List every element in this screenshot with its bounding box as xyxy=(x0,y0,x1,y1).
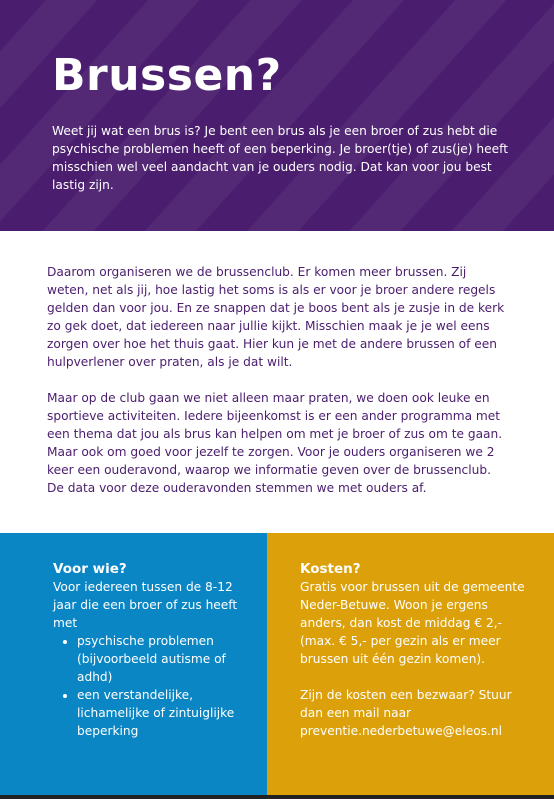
kosten-text: Gratis voor brussen uit de gemeente Neder-Betuwe. Woon je ergens anders, dan kost de middag € 2,- (max. € 5,- per gezin als er meer brussen uit één gezin komen). xyxy=(300,580,525,666)
body-paragraph-2: Maar op de club gaan we niet alleen maar praten, we doen ook leuke en sportieve activiteiten. Iedere bijeenkomst is er een ander programma met een thema dat jou als brus kan helpen om met je broer of zus om te gaan. Maar ook om goed voor jezelf te zorgen. Voor je ouders organiseren we 2 keer een ouderavond, waarop we informatie geven over de brussenclub. De data voor deze ouderavonden stemmen we met ouders af. xyxy=(47,391,503,495)
list-item: • een verstandelijke, lichamelijke of zintuiglijke beperking xyxy=(77,686,247,740)
header-banner xyxy=(0,0,554,231)
voor-wie-text: Voor iedereen tussen de 8-12 jaar die een broer of zus heeft met xyxy=(53,580,238,630)
kosten-heading: Kosten? xyxy=(300,561,361,577)
page-title: Brussen? xyxy=(52,50,282,101)
main-content xyxy=(47,263,509,515)
bottom-border xyxy=(0,795,554,799)
kosten-box xyxy=(267,533,554,795)
voor-wie-box xyxy=(0,533,267,795)
kosten-spacer xyxy=(300,668,534,686)
intro-text: Weet jij wat een brus is? Je bent een brus als je een broer of zus hebt die psychische problemen heeft of een beperking. Je broer(tje) of zus(je) heeft misschien wel veel aandacht van je ouders nodig. Dat kan voor jou best lastig zijn. xyxy=(52,124,508,192)
body-paragraph-1: Daarom organiseren we de brussenclub. Er komen meer brussen. Zij weten, net als jij, hoe lastig het soms is als er voor je broer andere regels gelden dan voor jou. En ze snappen dat je boos bent als je zusje in de kerk zo gek doet, dat iedereen naar jullie kijkt. Misschien maak je je wel eens zorgen over hoe het thuis gaat. Hier kun je met de andere brussen of een hulpverlener over praten, als je dat wilt. xyxy=(47,265,505,369)
voor-wie-list xyxy=(53,632,247,740)
voor-wie-heading: Voor wie? xyxy=(53,561,127,577)
kosten-question: Zijn de kosten een bezwaar? Stuur dan een mail naar preventie.nederbetuwe@eleos.nl xyxy=(300,688,512,738)
list-item: • psychische problemen (bijvoorbeeld autisme of adhd) xyxy=(77,632,247,686)
